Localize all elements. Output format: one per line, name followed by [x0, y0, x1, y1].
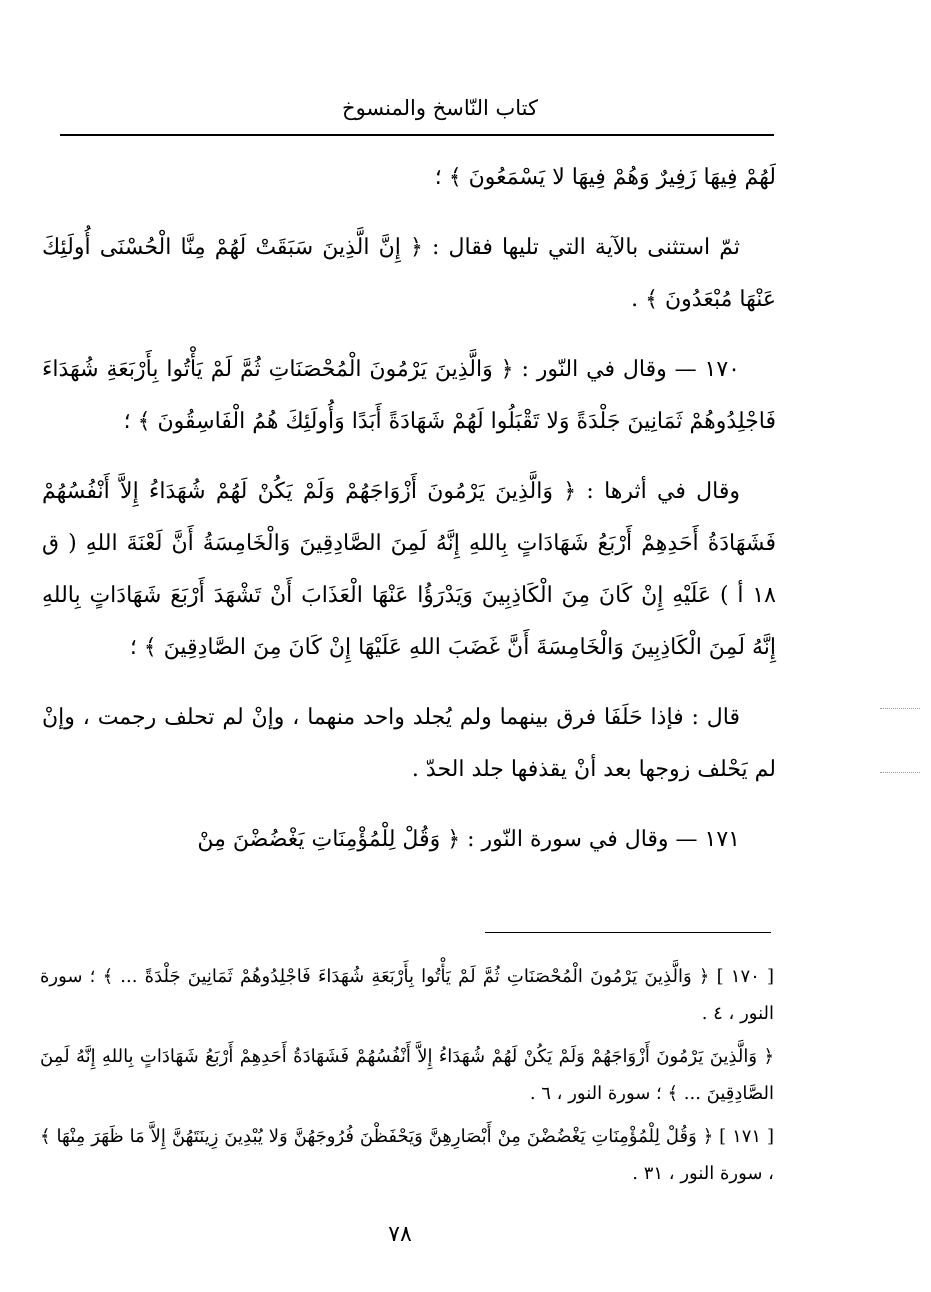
footnotes — [40, 958, 774, 1198]
footnote: ﴿ وَالَّذِينَ يَرْمُونَ أَزْوَاجَهُمْ وَلَمْ يَكُنْ لَهُمْ شُهَدَاءُ إِلاَّ أَنْفُسُهُمْ فَشَهَادَةُ أَحَدِهِمْ أَرْبَعُ شَهَادَاتٍ بِاللهِ إِنَّهُ لَمِنَ الصَّادِقِينَ ... ﴾ ؛ سورة النور ، ٦ . — [40, 1046, 774, 1104]
running-title: كتاب النّاسخ والمنسوخ — [342, 96, 538, 120]
footnote: [ ١٧٠ ] ﴿ وَالَّذِينَ يَرْمُونَ الْمُحْصَنَاتِ ثُمَّ لَمْ يَأْتُوا بِأَرْبَعَةِ شُهَدَاءَ فَاجْلِدُوهُمْ ثَمَانِينَ جَلْدَةً ... ﴾ ؛ سورة النور ، ٤ . — [40, 966, 774, 1024]
main-text — [42, 152, 776, 884]
paragraph: قال : فإذا حَلَفَا فرق بينهما ولم يُجلد واحد منهما ، وإنْ لم تحلف رجمت ، وإنْ لم يَحْلف زوجها بعد أنْ يقذفها جلد الحدّ . — [42, 705, 776, 782]
header-rule — [60, 134, 774, 136]
paragraph: ثمّ استثنى بالآية التي تليها فقال : ﴿ إِنَّ الَّذِينَ سَبَقَتْ لَهُمْ مِنَّا الْحُسْنَى أُولَئِكَ عَنْهَا مُبْعَدُونَ ﴾ . — [42, 235, 776, 312]
margin-mark — [880, 708, 920, 709]
margin-mark — [880, 772, 920, 773]
footnote: [ ١٧١ ] ﴿ وَقُلْ لِلْمُؤْمِنَاتِ يَغْضُضْنَ مِنْ أَبْصَارِهِنَّ وَيَحْفَظْنَ فُرُوجَهُنَّ وَلا يُبْدِينَ زِينَتَهُنَّ إِلاَّ مَا ظَهَرَ مِنْهَا ﴾ ، سورة النور ، ٣١ . — [40, 1126, 774, 1184]
paragraph: ١٧١ — وقال في سورة النّور : ﴿ وَقُلْ لِلْمُؤْمِنَاتِ يَغْضُضْنَ مِنْ — [197, 827, 740, 852]
page-number: ٧٨ — [388, 1222, 412, 1247]
paragraph: لَهُمْ فِيهَا زَفِيرٌ وَهُمْ فِيهَا لا يَسْمَعُونَ ﴾ ؛ — [434, 165, 776, 190]
paragraph: ١٧٠ — وقال في النّور : ﴿ وَالَّذِينَ يَرْمُونَ الْمُحْصَنَاتِ ثُمَّ لَمْ يَأْتُوا بِأَرْبَعَةِ شُهَدَاءَ فَاجْلِدُوهُمْ ثَمَانِينَ جَلْدَةً وَلا تَقْبَلُوا لَهُمْ شَهَادَةً أَبَدًا وَأُولَئِكَ هُمُ الْفَاسِقُونَ ﴾ ؛ — [42, 357, 776, 434]
footnote-rule — [485, 932, 771, 933]
paragraph: وقال في أثرها : ﴿ وَالَّذِينَ يَرْمُونَ أَزْوَاجَهُمْ وَلَمْ يَكُنْ لَهُمْ شُهَدَاءُ إِلاَّ أَنْفُسُهُمْ فَشَهَادَةُ أَحَدِهِمْ أَرْبَعُ شَهَادَاتٍ بِاللهِ إِنَّهُ لَمِنَ الصَّادِقِينَ وَالْخَامِسَةُ أَنَّ لَعْنَةَ اللهِ ( ق ١٨ أ ) عَلَيْهِ إِنْ كَانَ مِنَ الْكَاذِبِينَ وَيَدْرَؤُا عَنْهَا الْعَذَابَ أَنْ تَشْهَدَ أَرْبَعَ شَهَادَاتٍ بِاللهِ إِنَّهُ لَمِنَ الْكَاذِبِينَ وَالْخَامِسَةَ أَنَّ غَضَبَ اللهِ عَلَيْهَا إِنْ كَانَ مِنَ الصَّادِقِينَ ﴾ ؛ — [42, 479, 776, 660]
